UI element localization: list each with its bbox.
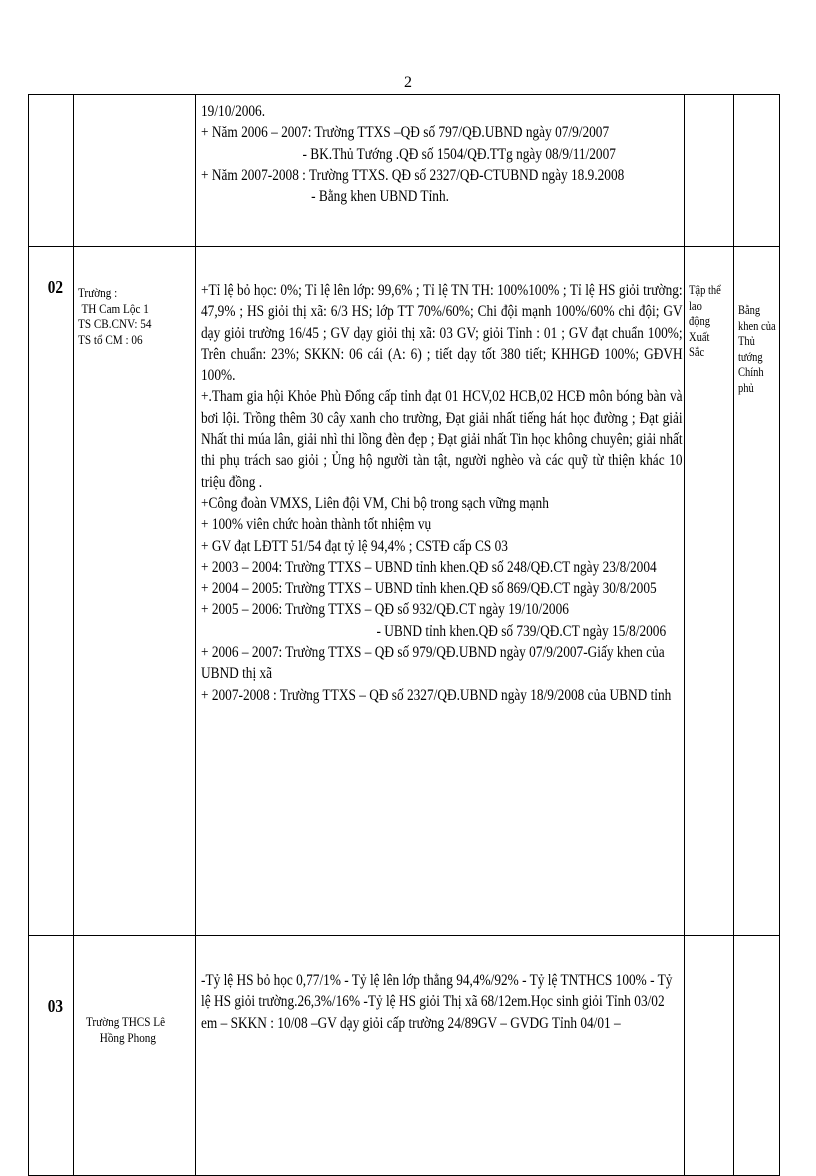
achievement-line: + GV đạt LĐTT 51/54 đạt tỷ lệ 94,4% ; CSTĐ cấp CS 03 [201, 537, 508, 555]
form-cell [734, 95, 780, 247]
table-row [29, 247, 780, 936]
achievement-line: - UBND tỉnh khen.QĐ số 739/QĐ.CT ngày 15/8/2006 [376, 622, 667, 640]
awards-table [28, 94, 780, 1176]
row-number-cell [29, 247, 74, 936]
title-line: Tập thể [689, 283, 721, 297]
form-line: phủ [738, 380, 754, 395]
unit-line: TS CB.CNV: 54 [78, 316, 152, 331]
form-line: Bằng [738, 303, 761, 317]
form-cell [734, 936, 780, 1176]
table-row [29, 95, 780, 247]
achievement-line: + 2004 – 2005: Trường TTXS – UBND tỉnh khen.QĐ số 869/QĐ.CT ngày 30/8/2005 [201, 580, 657, 598]
row-number-cell [29, 936, 74, 1176]
achievement-line: - Bằng khen UBND Tỉnh. [311, 188, 449, 206]
table-row [29, 936, 780, 1176]
achievement-line: + Năm 2006 – 2007: Trường TTXS –QĐ số 797/QĐ.UBND ngày 07/9/2007 [201, 124, 610, 142]
row-number: 02 [47, 277, 63, 297]
achievement-line: +Công đoàn VMXS, Liên đội VM, Chi bộ trong sạch vững mạnh [201, 494, 549, 512]
row-number: 03 [47, 996, 63, 1016]
achievement-paragraph: +.Tham gia hội Khỏe Phù Đổng cấp tỉnh đạt 01 HCV,02 HCB,02 HCĐ môn bóng bàn và bơi lội. Trồng thêm 30 cây xanh cho trường, Đạt giải nhất tiếng hát học đường ; Đạt giải Nhất thi múa lân, giải nhì thi lồng đèn đẹp ; Đạt giải nhất Tin học không chuyên; giải nhất thi phụ trách sao giỏi ; Ủng hộ người tàn tật, người nghèo và các quỹ từ thiện khác 10 triệu đồng . [201, 388, 683, 491]
title-cell [685, 95, 734, 247]
unit-cell [74, 247, 196, 936]
title-line: động [689, 314, 710, 328]
title-cell [685, 247, 734, 936]
achievement-cell [196, 95, 685, 247]
unit-line: Trường : [78, 285, 118, 300]
achievement-line: + 2005 – 2006: Trường TTXS – QĐ số 932/QĐ.CT ngày 19/10/2006 [201, 601, 569, 619]
form-line: Thủ [738, 334, 755, 348]
unit-line: TH Cam Lộc 1 [81, 300, 149, 316]
unit-cell [74, 95, 196, 247]
achievement-paragraph: + 2007-2008 : Trường TTXS – QĐ số 2327/QĐ.UBND ngày 18/9/2008 của UBND tỉnh [201, 686, 672, 704]
achievement-line: + Năm 2007-2008 : Trường TTXS. QĐ số 2327/QĐ-CTUBND ngày 18.9.2008 [201, 166, 625, 184]
page-number: 2 [404, 74, 412, 91]
row-number-cell [29, 95, 74, 247]
achievement-line: + 2003 – 2004: Trường TTXS – UBND tỉnh khen.QĐ số 248/QĐ.CT ngày 23/8/2004 [201, 558, 657, 576]
achievement-paragraph: +Tỉ lệ bỏ học: 0%; Tỉ lệ lên lớp: 99,6% ; Tỉ lệ TN TH: 100%100% ; Tỉ lệ HS giỏi trường: 47,9% ; HS giỏi thị xã: 6/3 HS; lớp TT 70%/60%; Chi đội mạnh 100%/60% chi đội; GV dạy giỏi trường 16/45 ; GV dạy giỏi thị xã: 03 GV; giỏi Tỉnh : 01 ; GV đạt chuẩn 100%; Trên chuẩn: 23%; SKKN: 06 cái (A: 6) ; tiết dạy tốt 380 tiết; KHHGĐ 100%; GĐVH 100%. [201, 282, 683, 385]
achievement-paragraph: + 2006 – 2007: Trường TTXS – QĐ số 979/QĐ.UBND ngày 07/9/2007-Giấy khen của UBND thị xã [201, 644, 665, 683]
unit-cell [74, 936, 196, 1176]
form-line: tướng [738, 349, 763, 364]
achievement-cell [196, 247, 685, 936]
title-cell [685, 936, 734, 1176]
form-line: Chính [738, 365, 764, 379]
unit-line: Hồng Phong [99, 1029, 156, 1045]
unit-line: Trường THCS Lê [86, 1014, 166, 1029]
form-cell [734, 247, 780, 936]
title-line: lao [689, 298, 702, 313]
form-line: khen của [738, 318, 776, 333]
achievement-paragraph: -Tỷ lệ HS bỏ học 0,77/1% - Tỷ lệ lên lớp thẳng 94,4%/92% - Tỷ lệ TNTHCS 100% - Tỷ lệ HS giỏi trường.26,3%/16% -Tỷ lệ HS giỏi Thị xã 68/12em.Học sinh giỏi Tỉnh 03/02 em – SKKN : 10/08 –GV dạy giỏi cấp trường 24/89GV – GVDG Tỉnh 04/01 – [201, 972, 673, 1032]
unit-line: TS tổ CM : 06 [78, 331, 143, 347]
achievement-cell [196, 936, 685, 1176]
achievement-line: - BK.Thủ Tướng .QĐ số 1504/QĐ.TTg ngày 08/9/11/2007 [302, 145, 616, 163]
achievement-line: 19/10/2006. [201, 103, 266, 120]
title-line: Sắc [689, 345, 705, 359]
achievement-line: + 100% viên chức hoàn thành tốt nhiệm vụ [201, 516, 432, 534]
title-line: Xuất [689, 329, 710, 344]
